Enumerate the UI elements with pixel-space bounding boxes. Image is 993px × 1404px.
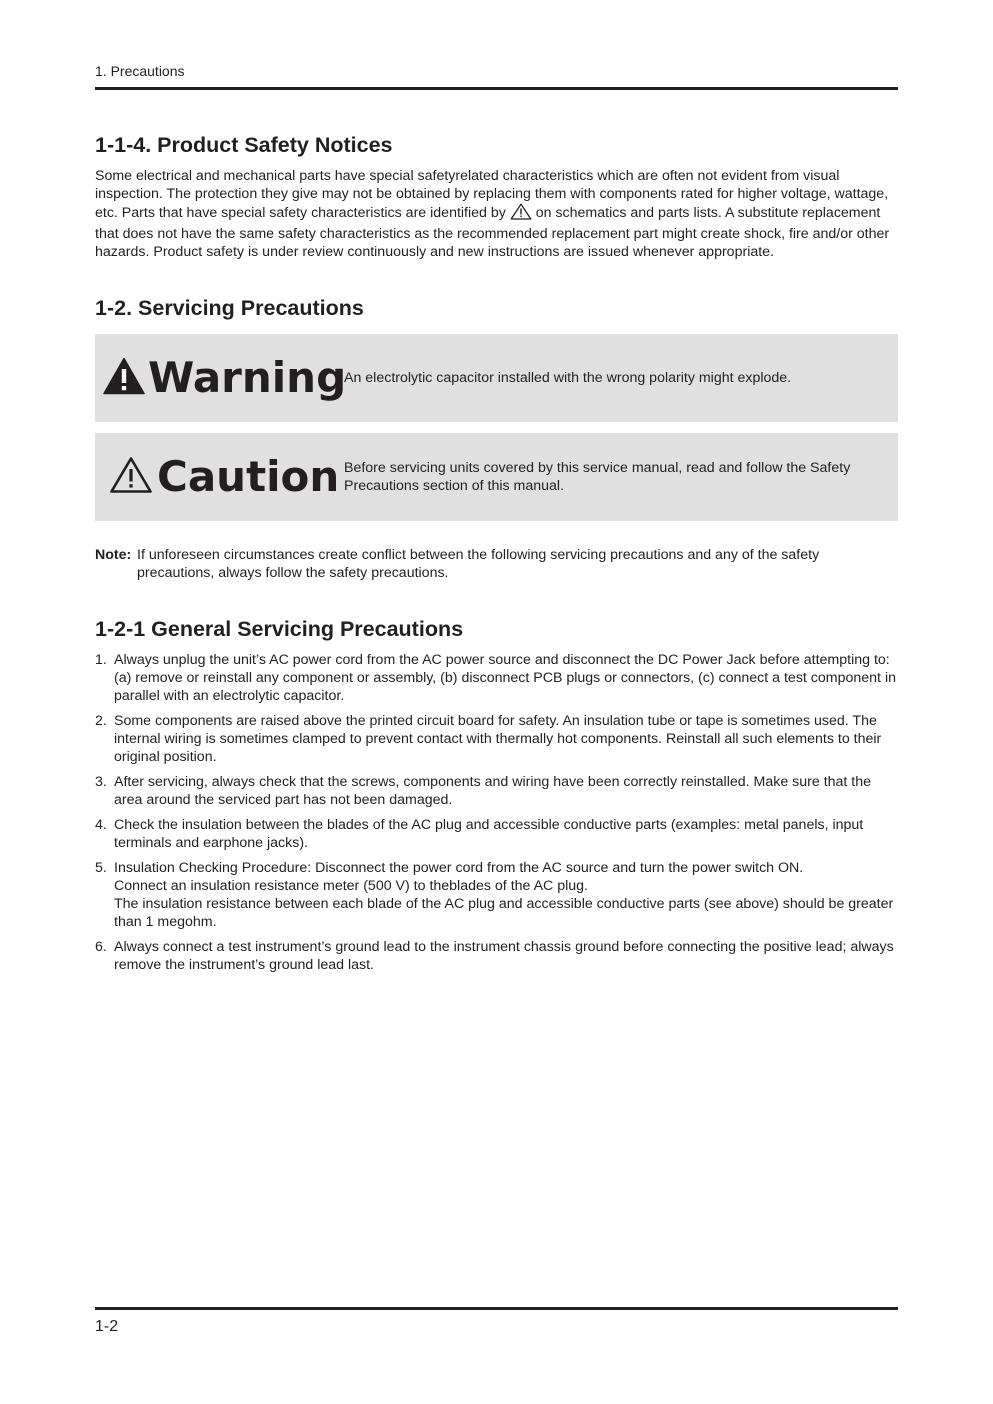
list-item-text: Check the insulation between the blades of the AC plug and accessible conductive parts (examples: metal panels, input terminals and earphone jacks).	[114, 817, 864, 851]
servicing-precautions-heading: 1-2. Servicing Precautions	[95, 296, 364, 320]
product-safety-paragraph	[95, 167, 898, 261]
warning-text: An electrolytic capacitor installed with the wrong polarity might explode.	[344, 370, 792, 386]
note-label: Note:	[95, 547, 132, 563]
list-item	[95, 859, 898, 931]
caution-text-wrap	[344, 459, 884, 495]
warning-label-group	[95, 353, 347, 402]
caution-label-group	[95, 452, 344, 501]
page-number: 1-2	[95, 1318, 119, 1335]
safety-triangle-icon	[510, 203, 532, 225]
caution-box	[95, 433, 898, 521]
caution-text: Before servicing units covered by this service manual, read and follow the Safety Precautions section of this manual.	[344, 460, 851, 494]
list-item	[95, 938, 898, 974]
footer-rule	[95, 1307, 898, 1310]
list-item-text: Always unplug the unit’s AC power cord from the AC power source and disconnect the DC Power Jack before attempting to: (a) remove or reinstall any component or assembly, (b) disconnect PCB plugs or connectors, (c) connect a test component in parallel with an electrolytic capacitor.	[114, 652, 896, 704]
list-item-number: 2.	[95, 713, 107, 729]
list-item	[95, 816, 898, 852]
list-item-text: Some components are raised above the printed circuit board for safety. An insulation tube or tape is sometimes used. The internal wiring is sometimes clamped to prevent contact with thermally hot components. Reinstall all such elements to their original position.	[114, 713, 882, 765]
list-item-number: 4.	[95, 817, 107, 833]
warning-box	[95, 334, 898, 422]
list-item	[95, 712, 898, 766]
list-item-text: Insulation Checking Procedure: Disconnect the power cord from the AC source and turn the power switch ON. Connect an insulation resistance meter (500 V) to theblades of the AC plug. The insulation resistance between each blade of the AC plug and accessible conductive parts (see above) should be greater than 1 megohm.	[114, 860, 894, 930]
list-item-number: 5.	[95, 860, 107, 876]
general-servicing-heading: 1-2-1 General Servicing Precautions	[95, 617, 464, 641]
note-block	[95, 546, 898, 582]
page-content	[95, 131, 898, 981]
caution-triangle-icon	[109, 456, 153, 499]
list-item-number: 6.	[95, 939, 107, 955]
list-item-text: After servicing, always check that the screws, components and wiring have been correctly reinstalled. Make sure that the area around the serviced part has not been damaged.	[114, 774, 872, 808]
running-header: 1. Precautions	[95, 63, 185, 79]
note-text: If unforeseen circumstances create conflict between the following servicing precautions and any of the safety precautions, always follow the safety precautions.	[137, 547, 820, 581]
product-safety-text-start: Some electrical and mechanical parts have special safetyrelated characteristics which are often not evident from visual inspection. The protection they give may not be obtained by replacing them with components rated for higher voltage, wattage, etc. Parts that have special safety characteristics are identified by	[95, 168, 889, 221]
product-safety-heading: 1-1-4. Product Safety Notices	[95, 133, 393, 157]
list-item-number: 3.	[95, 774, 107, 790]
list-item-number: 1.	[95, 652, 107, 668]
product-safety-text-end: on schematics and parts lists. A substitute replacement that does not have the same safety characteristics as the recommended replacement part might create shock, fire and/or other hazards. Product safety is under review continuously and new instructions are issued whenever appropriate.	[95, 205, 890, 260]
warning-text-wrap	[344, 369, 884, 387]
header-rule	[95, 87, 898, 90]
warning-label: Warning	[148, 353, 347, 402]
list-item-text: Always connect a test instrument’s ground lead to the instrument chassis ground before connecting the positive lead; always remove the instrument’s ground lead last.	[114, 939, 894, 973]
list-item	[95, 773, 898, 809]
caution-label: Caution	[157, 452, 340, 501]
general-servicing-list	[95, 651, 898, 974]
list-item	[95, 651, 898, 705]
warning-triangle-icon	[103, 357, 145, 400]
